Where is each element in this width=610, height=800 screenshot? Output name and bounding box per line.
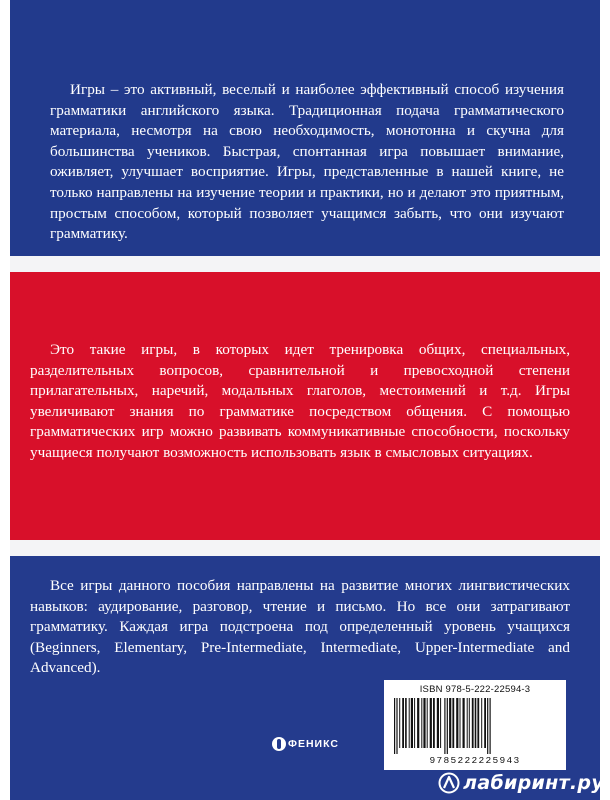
barcode [390, 698, 560, 754]
barcode-bar [440, 698, 441, 748]
barcode-bar [472, 698, 474, 748]
description-paragraph-1: Игры – это активный, веселый и наиболее эффективный способ изучения грамматики английского языка. Традиционная подача грамматического материала, несмотря на свою необходимость, монотонна и скучна для большинства учеников. Быстрая, спонтанная игра повышает внимание, оживляет, улучшает восприятие. Игры, представленные в нашей книге, не только направлены на изучение теории и практики, но и делают это приятным, простым способом, который позволяет учащимся забыть, что они изучают грамматику. [50, 81, 564, 243]
barcode-bar [411, 698, 413, 748]
isbn-number: ISBN 978-5-222-22594-3 [419, 684, 531, 695]
barcode-bar [490, 698, 491, 754]
barcode-bar [402, 698, 404, 748]
barcode-bar [481, 698, 482, 748]
barcode-bar [467, 698, 468, 748]
barcode-bar [423, 698, 425, 748]
barcode-bar [475, 698, 477, 748]
publisher-logo [272, 737, 339, 751]
barcode-bar [444, 698, 445, 754]
barcode-bar [394, 698, 395, 754]
barcode-bar [396, 698, 397, 754]
watermark-text: лабиринт.ру [463, 772, 604, 794]
barcode-bar [430, 698, 432, 748]
isbn-barcode-block [384, 680, 566, 770]
barcode-digits: 9785222225943 [429, 755, 521, 766]
barcode-bar [447, 698, 448, 754]
barcode-bar [399, 698, 400, 748]
barcode-bar [437, 698, 439, 748]
barcode-bar [463, 698, 465, 748]
white-stripe-lower [10, 540, 600, 556]
publisher-name: ФЕНИКС [288, 738, 339, 750]
labyrinth-watermark [438, 772, 604, 794]
barcode-bar [456, 698, 458, 748]
barcode-bar [433, 698, 435, 748]
barcode-bar [417, 698, 419, 748]
labyrinth-logo-icon [438, 772, 460, 794]
barcode-bar [405, 698, 407, 748]
barcode-bar [427, 698, 428, 748]
phoenix-logo-icon [272, 737, 286, 751]
barcode-bar [477, 698, 479, 748]
white-stripe-upper [10, 256, 600, 272]
barcode-bar [484, 698, 486, 748]
barcode-bar [487, 698, 488, 754]
barcode-bar [469, 698, 470, 748]
description-paragraph-2: Это такие игры, в которых идет тренировка общих, специальных, разделительных вопросов, сравнительной и превосходной степени прилагательных, наречий, модальных глаголов, местоимений и т.д. Игры увеличивают знания по грамматике посредством общения. С помощью грамматических игр можно развивать коммуникативные способности, поскольку учащиеся получают возможность использовать язык в смысловых ситуациях. [30, 341, 570, 461]
barcode-bar [421, 698, 422, 748]
description-paragraph-3: Все игры данного пособия направлены на развитие многих лингвистических навыков: аудирование, разговор, чтение и письмо. Но все они затрагивают грамматику. Каждая игра подстроена под определенный уровень учащихся (Beginners, Elementary, Pre-Intermediate, Intermediate, Upper-Intermediate and Advanced). [30, 577, 570, 677]
barcode-bar [452, 698, 454, 748]
barcode-bar [414, 698, 415, 748]
barcode-bar [409, 698, 410, 748]
barcode-bar [449, 698, 451, 748]
barcode-bar [460, 698, 461, 748]
